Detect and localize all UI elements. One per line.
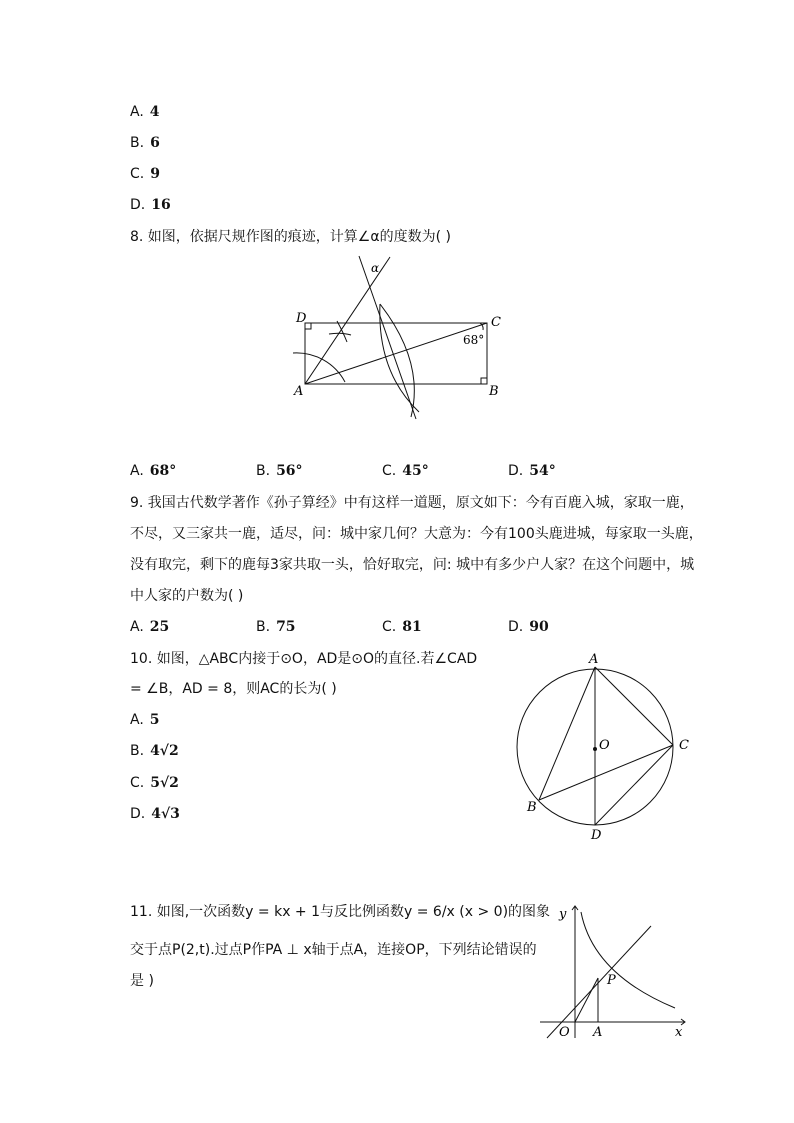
q8-option-b: B. 56° [256, 463, 303, 479]
label-angle-68: 68° [463, 333, 485, 347]
segment-op [575, 978, 598, 1022]
q8-option-c: C. 45° [382, 463, 429, 479]
line-y-kx-plus-1 [547, 926, 651, 1038]
q9-option-b: B. 75 [256, 619, 296, 635]
label-b: B [489, 384, 499, 399]
label-a: A [589, 652, 599, 667]
label-p: P [607, 973, 616, 988]
q10-option-c: C. 5√2 [130, 775, 179, 791]
q9-line-1: 9. 我国古代数学著作《孙子算经》中有这样一道题，原文如下：今有百鹿入城，家取一鹿， [130, 495, 694, 511]
bisector-ray [305, 257, 390, 384]
q10-line-1: 10. 如图，△ABC内接于⊙O，AD是⊙O的直径.若∠CAD [130, 651, 478, 667]
q7-option-a: A. 4 [130, 104, 160, 120]
q9-line-4: 中人家的户数为( ) [130, 588, 244, 604]
q11-figure [535, 898, 695, 1043]
label-alpha: α [371, 261, 380, 275]
construction-arc-3 [293, 353, 345, 382]
label-a: A [294, 384, 304, 399]
q9-option-a: A. 25 [130, 619, 170, 635]
perpendicular-bisector [359, 256, 416, 419]
label-o: O [599, 738, 610, 753]
q9-option-c: C. 81 [382, 619, 422, 635]
label-a: A [593, 1025, 603, 1040]
label-d: D [296, 311, 307, 326]
q9-line-2: 不尽，又三家共一鹿，适尽，问：城中家几何？大意为：今有100头鹿进城，每家取一头鹿， [130, 526, 703, 542]
q8-question-text: 8. 如图，依据尺规作图的痕迹，计算∠α的度数为( ) [130, 229, 451, 245]
q9-line-3: 没有取完，剩下的鹿每3家共取一头，恰好取完，问: 城中有多少户人家？在这个问题中，城 [130, 557, 695, 573]
label-c: C [679, 738, 689, 753]
label-y: y [559, 907, 567, 922]
label-x: x [675, 1025, 683, 1040]
q7-option-b: B. 6 [130, 135, 160, 151]
q10-figure [505, 645, 705, 845]
construction-arc-2 [380, 304, 419, 412]
q7-option-c: C. 9 [130, 166, 160, 182]
q11-line-2: 交于点P(2,t).过点P作PA ⊥ x轴于点A，连接OP，下列结论错误的 [130, 942, 537, 958]
label-b: B [527, 800, 537, 815]
label-d: D [591, 828, 602, 843]
q9-option-d: D. 90 [508, 619, 549, 635]
q8-option-a: A. 68° [130, 463, 177, 479]
segment-cd [595, 745, 673, 825]
q7-option-d: D. 16 [130, 197, 171, 213]
hyperbola-6-over-x [581, 912, 675, 1008]
q8-option-d: D. 54° [508, 463, 556, 479]
label-c: C [491, 315, 501, 330]
q11-line-1: 11. 如图,一次函数y = kx + 1与反比例函数y = 6/x (x > 0)的图象 [130, 904, 551, 920]
q8-figure [285, 252, 510, 427]
construction-arc-5 [329, 333, 351, 335]
q10-option-b: B. 4√2 [130, 743, 179, 759]
q10-option-d: D. 4√3 [130, 806, 180, 822]
center-point-o [593, 747, 597, 751]
diagonal-ac [305, 323, 487, 384]
q11-line-3: 是 ) [130, 973, 154, 989]
q10-option-a: A. 5 [130, 712, 160, 728]
label-o: O [559, 1025, 570, 1040]
q10-line-2: = ∠B，AD = 8，则AC的长为( ) [130, 681, 337, 697]
right-angle-b [481, 378, 487, 384]
